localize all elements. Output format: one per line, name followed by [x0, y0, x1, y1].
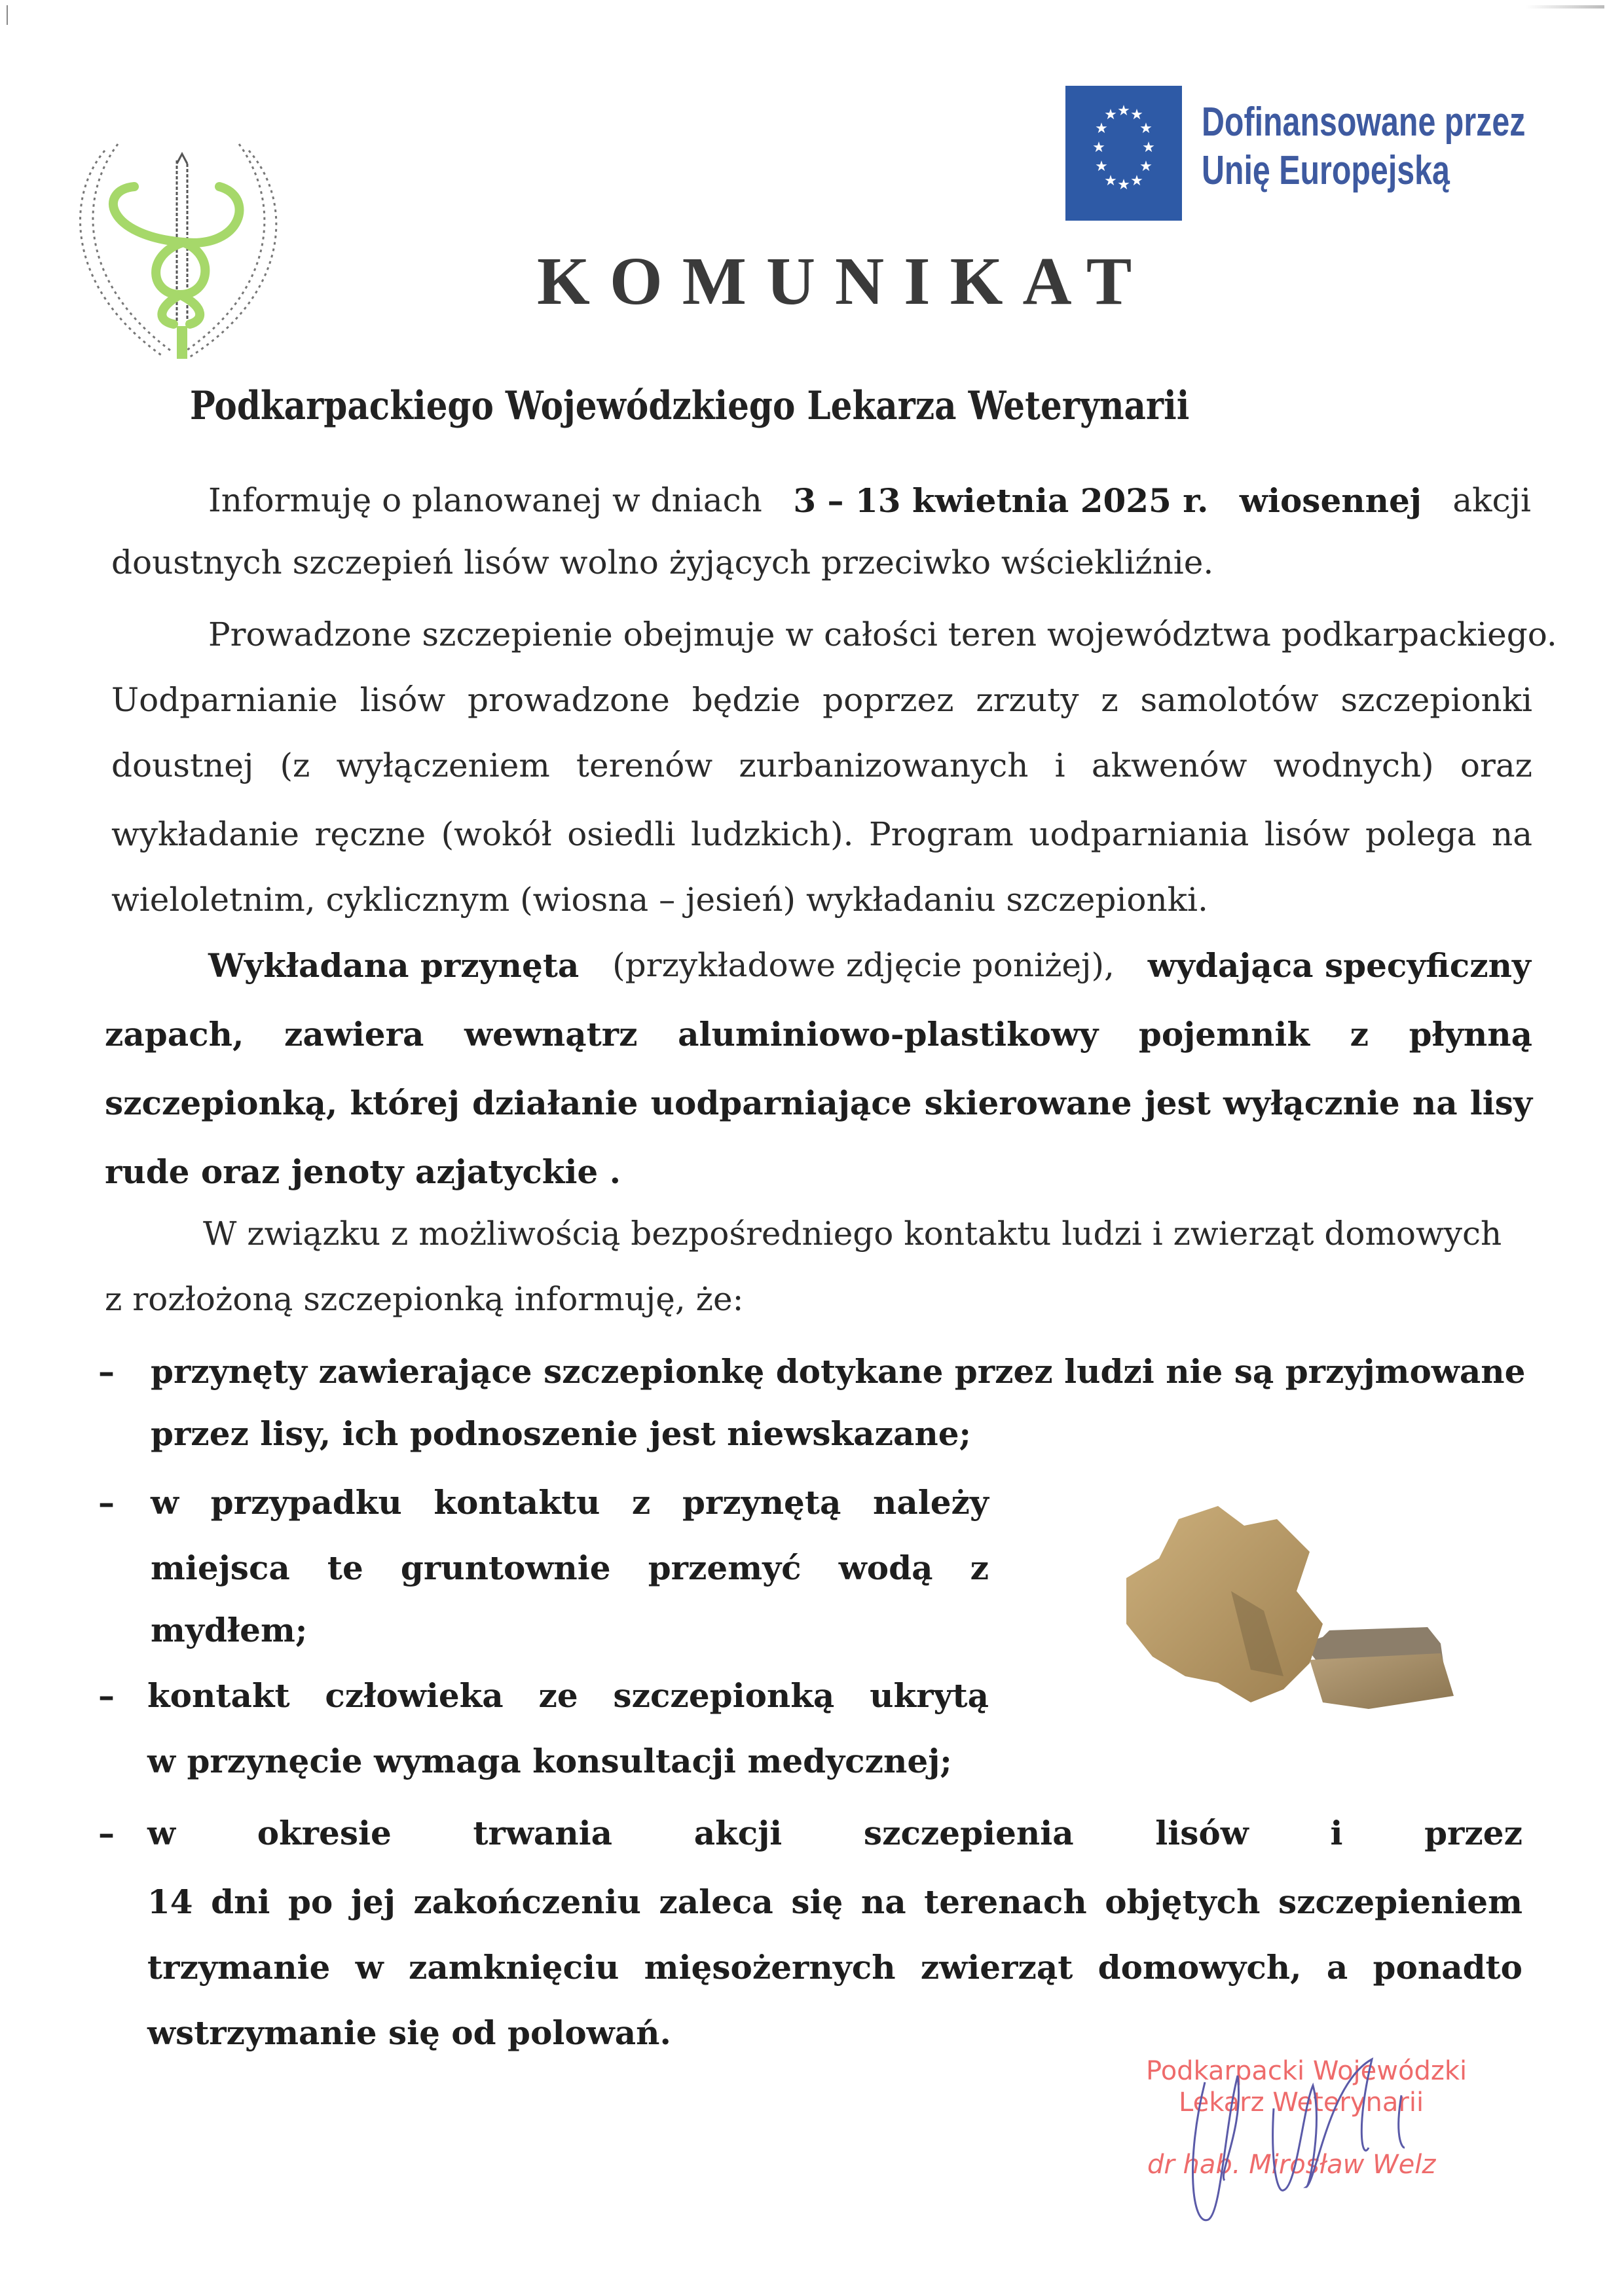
eu-funding-line2: Unię Europejską [1202, 148, 1450, 193]
text: wiosennej [1239, 481, 1422, 520]
text: wydająca specyficzny [1147, 946, 1531, 985]
list-bullet: – [98, 1814, 115, 1852]
text: akcji [1452, 481, 1531, 519]
svg-text:★: ★ [1117, 103, 1130, 119]
stamp-line-2: Lekarz Weterynarii [1179, 2087, 1424, 2118]
paragraph-2-line-1: Prowadzone szczepienie obejmuje w całości teren województwa podkarpackiego. [208, 615, 1557, 653]
list-item-3-line-1: kontakt człowieka ze szczepionką ukrytą [147, 1676, 989, 1715]
list-item-1-line-1: przynęty zawierające szczepionkę dotykane przez ludzi nie są przyjmowane [151, 1352, 1526, 1391]
eu-funding-line1: Dofinansowane przez [1202, 100, 1526, 145]
date-range: 3 – 13 kwietnia 2025 r. [793, 481, 1209, 520]
paragraph-3-line-3: szczepionką, której działanie uodparniające skierowane jest wyłącznie na lisy [105, 1084, 1532, 1122]
list-item-2-line-1: w przypadku kontaktu z przynętą należy [151, 1483, 989, 1522]
list-item-4-line-3: trzymanie w zamknięciu mięsożernych zwierząt domowych, a ponadto [147, 1948, 1522, 1987]
paragraph-3-line-1 [208, 946, 1531, 985]
list-bullet: – [98, 1352, 115, 1391]
svg-text:★: ★ [1139, 158, 1153, 175]
scan-artifact [1526, 5, 1604, 9]
scan-artifact [7, 5, 8, 25]
svg-text:★: ★ [1095, 158, 1108, 175]
page-subtitle: Podkarpackiego Wojewódzkiego Lekarza Weterynarii [190, 383, 1190, 429]
eu-flag-icon [1065, 86, 1182, 221]
svg-text:★: ★ [1142, 139, 1155, 156]
list-item-2-line-3: mydłem; [151, 1611, 308, 1649]
list-bullet: – [98, 1483, 115, 1522]
stamp-line-1: Podkarpacki Wojewódzki [1146, 2056, 1467, 2086]
handwritten-signature-icon [1113, 2030, 1506, 2292]
svg-text:★: ★ [1130, 173, 1143, 189]
paragraph-3-line-4: rude oraz jenoty azjatyckie . [105, 1152, 621, 1191]
paragraph-1-line-2: doustnych szczepień lisów wolno żyjących przeciwko wściekliźnie. [111, 543, 1214, 581]
paragraph-2-line-2: Uodparnianie lisów prowadzone będzie poprzez zrzuty z samolotów szczepionki [111, 681, 1532, 719]
page-title: KOMUNIKAT [537, 244, 1152, 319]
veterinary-caduceus-wreath-icon [59, 124, 308, 367]
list-item-3-line-2: w przynęcie wymaga konsultacji medycznej; [147, 1742, 952, 1780]
text: Wykładana przynęta [208, 946, 580, 985]
svg-text:★: ★ [1139, 120, 1153, 137]
svg-text:★: ★ [1092, 139, 1105, 156]
svg-text:★: ★ [1104, 107, 1117, 123]
paragraph-3-line-2: zapach, zawiera wewnątrz aluminiowo-plastikowy pojemnik z płynną [105, 1015, 1532, 1054]
svg-text:★: ★ [1130, 107, 1143, 123]
list-item-4-line-1: w okresie trwania akcji szczepienia lisów i przez [147, 1814, 1522, 1852]
paragraph-2-line-3: doustnej (z wyłączeniem terenów zurbanizowanych i akwenów wodnych) oraz [111, 746, 1532, 784]
list-item-1-line-2: przez lisy, ich podnoszenie jest niewskazane; [151, 1414, 971, 1453]
eu-funding-label [1202, 98, 1525, 195]
paragraph-4-line-2: z rozłożoną szczepionką informuję, że: [105, 1280, 744, 1318]
paragraph-2-line-5: wieloletnim, cyklicznym (wiosna – jesień) wykładaniu szczepionki. [111, 881, 1208, 919]
official-stamp [1113, 2030, 1506, 2292]
bait-photo-image [1087, 1480, 1473, 1716]
text: (przykładowe zdjęcie poniżej), [612, 946, 1115, 984]
svg-text:★: ★ [1095, 120, 1108, 137]
paragraph-2-line-4: wykładanie ręczne (wokół osiedli ludzkich). Program uodparniania lisów polega na [111, 815, 1532, 853]
paragraph-1-line-1 [208, 481, 1531, 520]
list-bullet: – [98, 1676, 115, 1715]
list-item-2-line-2: miejsca te gruntownie przemyć wodą z [151, 1549, 989, 1587]
stamp-line-3: dr hab. Mirosław Welz [1147, 2150, 1436, 2180]
paragraph-4-line-1: W związku z możliwością bezpośredniego kontaktu ludzi i zwierząt domowych [203, 1215, 1502, 1253]
svg-text:★: ★ [1117, 177, 1130, 193]
svg-text:★: ★ [1104, 173, 1117, 189]
text: Informuję o planowanej w dniach [208, 481, 762, 519]
list-item-4-line-4: wstrzymanie się od polowań. [147, 2013, 671, 2052]
list-item-4-line-2: 14 dni po jej zakończeniu zaleca się na terenach objętych szczepieniem [147, 1882, 1522, 1921]
